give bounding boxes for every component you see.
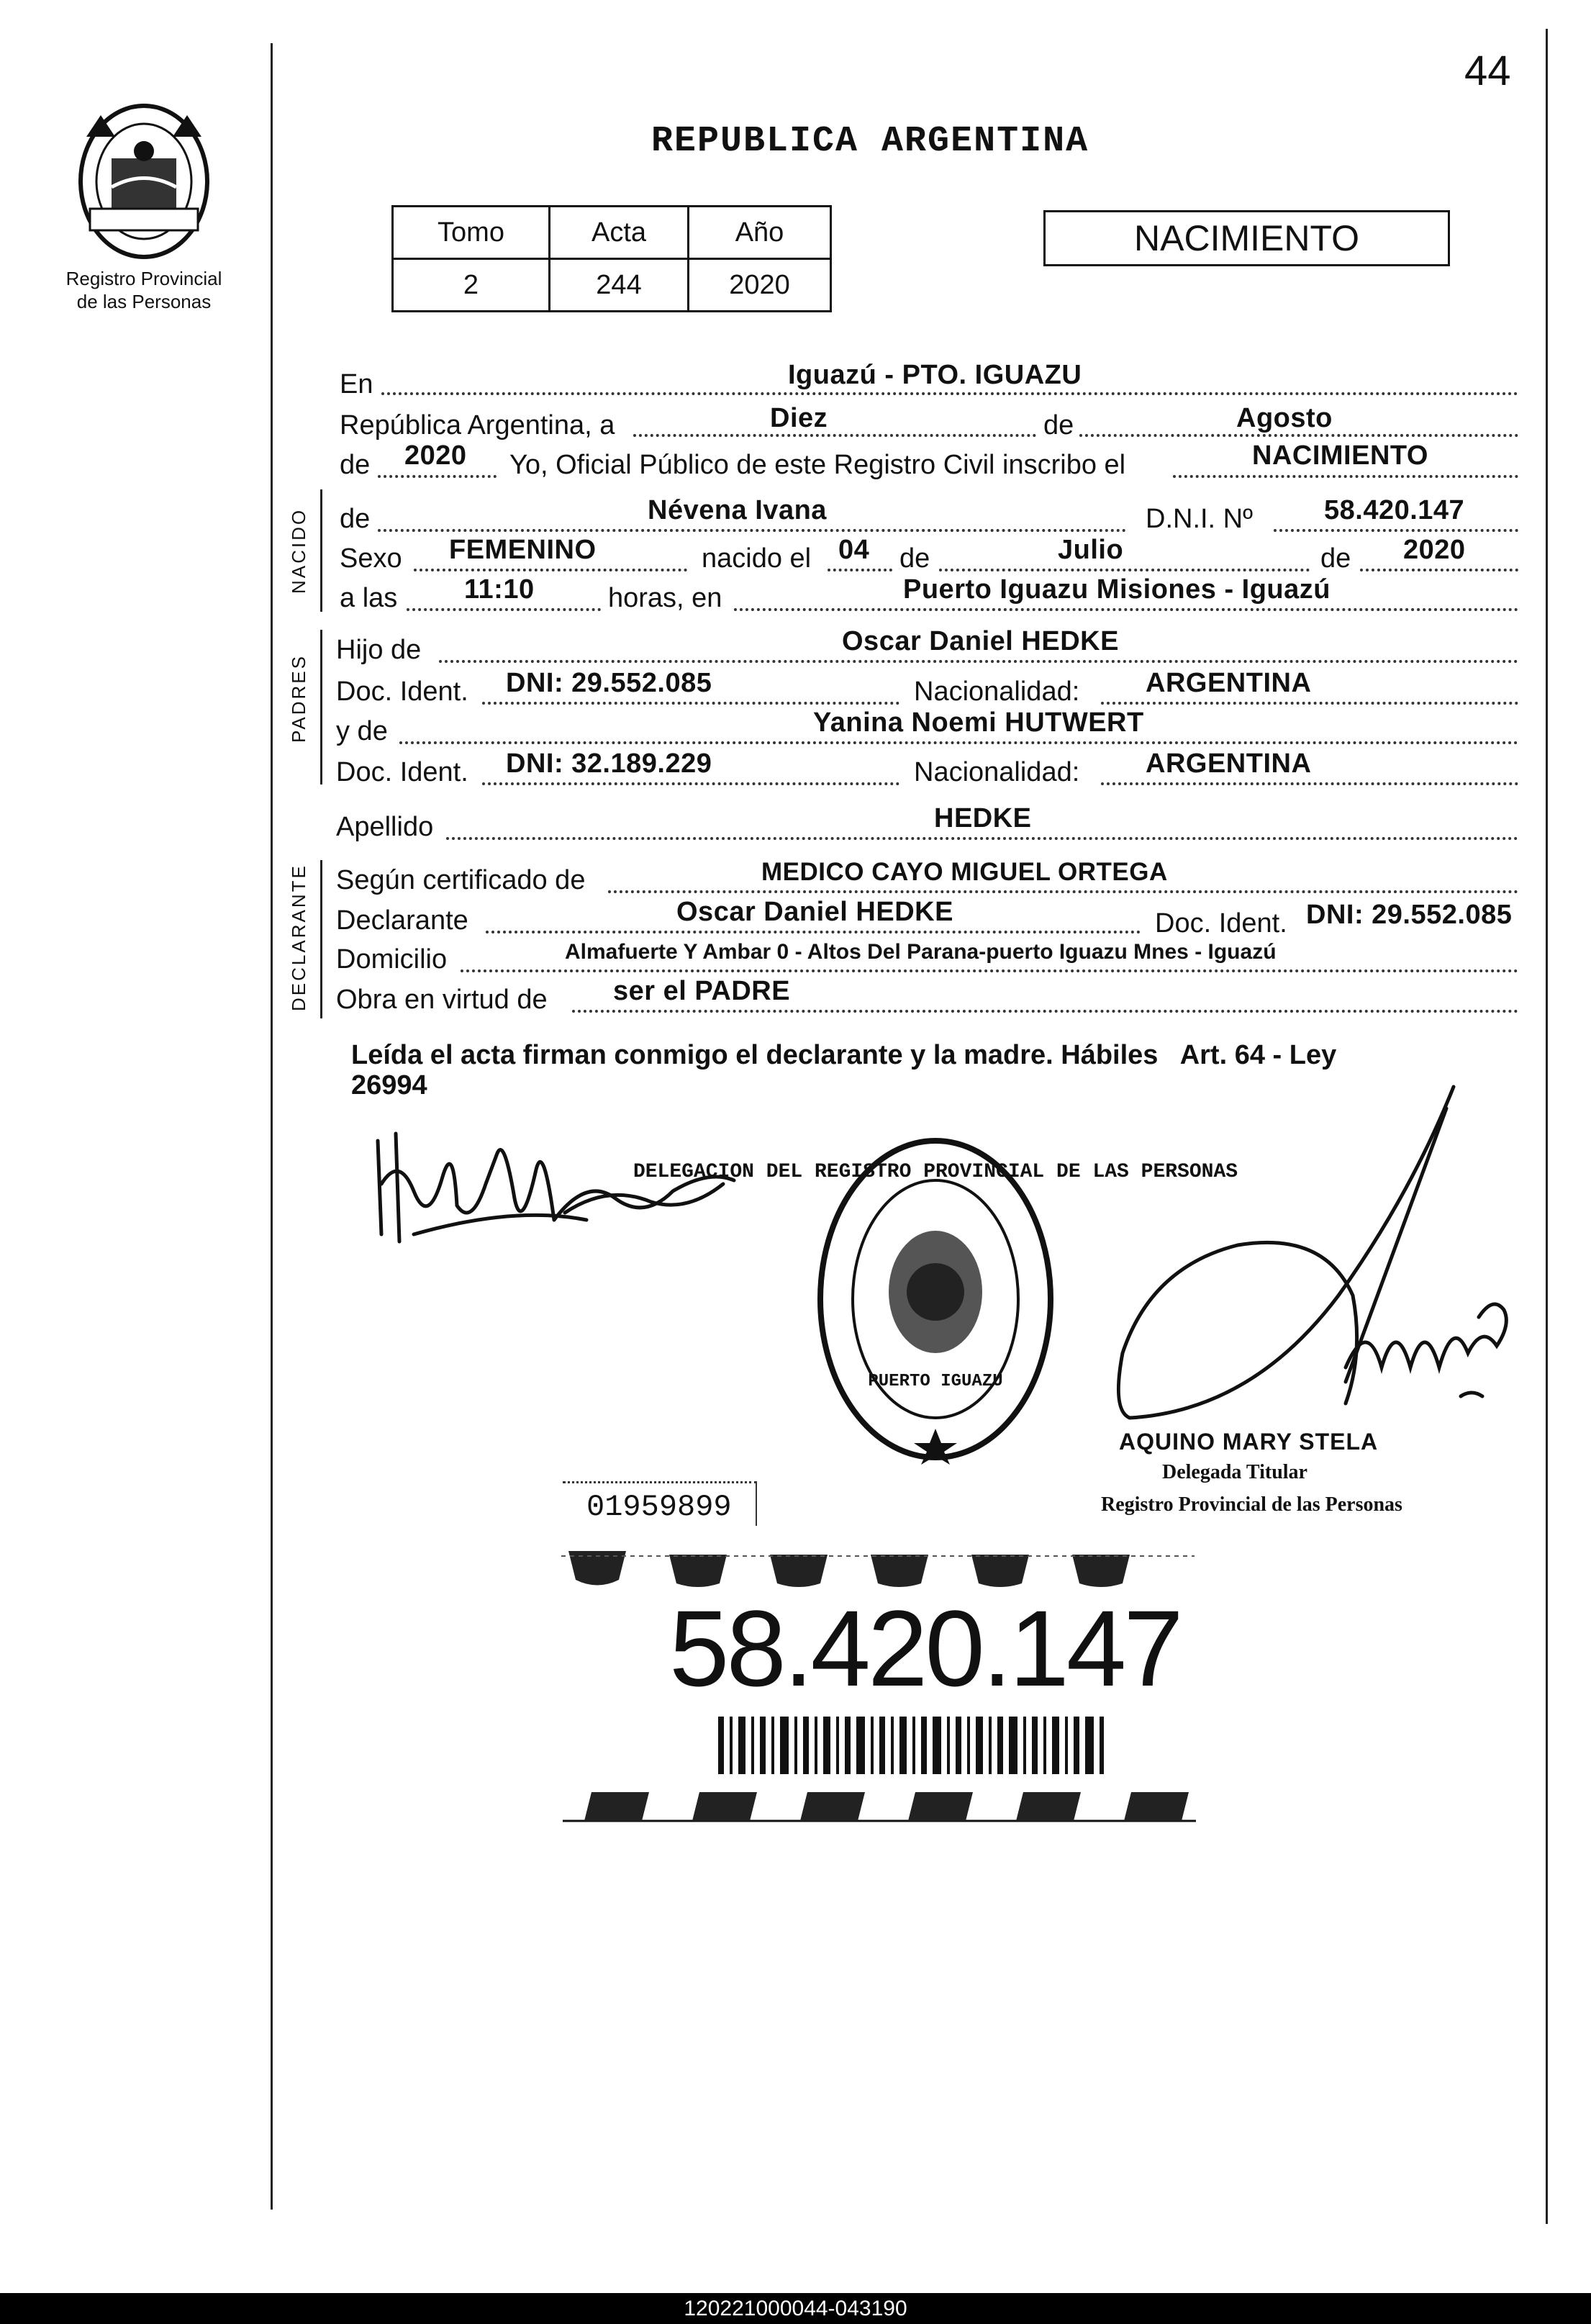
birth-place-value: Puerto Iguazu Misiones - Iguazú (903, 574, 1331, 605)
horas-label: horas, en (608, 583, 722, 613)
registry-line-2: de las Personas (76, 291, 212, 312)
declarante-bracket (320, 860, 322, 1018)
dots (828, 569, 892, 571)
child-name-value: Névena Ivana (648, 495, 827, 525)
de-label: de (340, 504, 371, 534)
anio-value: 2020 (689, 259, 831, 312)
declarante-section-label: DECLARANTE (288, 864, 309, 1011)
officer-org: Registro Provincial de las Personas (1101, 1493, 1402, 1516)
declarante-label: Declarante (336, 905, 468, 936)
nacido-el-label: nacido el (702, 543, 812, 574)
anio-header: Año (689, 207, 831, 259)
de-label: de (1320, 543, 1351, 574)
de-label: de (340, 450, 371, 480)
footer-bar (0, 2293, 1591, 2324)
birth-year-value: 2020 (1403, 535, 1466, 565)
sexo-label: Sexo (340, 543, 402, 574)
dots (572, 1010, 1518, 1013)
y-de-label: y de (336, 716, 388, 746)
declarante-signature (371, 1112, 745, 1256)
dots (407, 608, 601, 611)
de-label: de (1043, 410, 1074, 440)
hijo-de-label: Hijo de (336, 635, 422, 665)
declarante-doc-value: DNI: 29.552.085 (1306, 900, 1513, 930)
tomo-value: 2 (393, 259, 550, 312)
dots (1101, 782, 1518, 785)
mother-nationality-value: ARGENTINA (1146, 749, 1312, 779)
stamp-text: DELEGACION DEL REGISTRO PROVINCIAL DE LAS PERSONAS (633, 1161, 1238, 1183)
left-margin-line (271, 43, 273, 2210)
place-value: Iguazú - PTO. IGUAZU (788, 360, 1082, 390)
dots (1101, 702, 1518, 705)
padres-section-label: PADRES (288, 654, 309, 743)
dots (482, 782, 899, 785)
dots (381, 392, 1518, 395)
birth-day-value: 04 (838, 535, 870, 565)
dots (378, 475, 497, 478)
dots (414, 569, 687, 571)
nacido-bracket (320, 489, 322, 612)
dni-label: D.N.I. Nº (1146, 504, 1253, 534)
mother-nacionalidad-label: Nacionalidad: (914, 757, 1080, 787)
year-value: 2020 (404, 440, 467, 471)
apellido-label: Apellido (336, 812, 434, 842)
footer-id: 120221000044-043190 (684, 2297, 907, 2320)
dots (378, 529, 1126, 532)
dots (734, 608, 1518, 611)
en-label: En (340, 369, 373, 399)
child-dni-value: 58.420.147 (1324, 495, 1465, 525)
father-doc-label: Doc. Ident. (336, 677, 468, 707)
dots (486, 931, 1141, 933)
closing-line-2: 26994 (351, 1070, 427, 1100)
day-value: Diez (770, 403, 828, 433)
dots (608, 890, 1518, 893)
dots (439, 660, 1518, 663)
yo-text: Yo, Oficial Público de este Registro Civil inscribo el (509, 450, 1126, 480)
dots (461, 969, 1518, 972)
mother-doc-value: DNI: 32.189.229 (506, 749, 712, 779)
certificado-value: MEDICO CAYO MIGUEL ORTEGA (761, 858, 1168, 886)
obra-label: Obra en virtud de (336, 985, 548, 1015)
dots (1274, 529, 1518, 532)
tomo-acta-table (391, 205, 832, 312)
apellido-value: HEDKE (934, 803, 1032, 833)
birth-time-value: 11:10 (464, 574, 535, 605)
right-margin-line (1546, 29, 1548, 2224)
dots (633, 434, 1036, 437)
de-label: de (899, 543, 930, 574)
stamp-city: PUERTO IGUAZU (868, 1372, 1003, 1391)
dots (1079, 434, 1518, 437)
dots (399, 741, 1518, 744)
officer-role: Delegada Titular (1162, 1461, 1307, 1483)
month-value: Agosto (1236, 403, 1333, 433)
dots (939, 569, 1310, 571)
dots (482, 702, 899, 705)
sexo-value: FEMENINO (449, 535, 597, 565)
tomo-header: Tomo (393, 207, 550, 259)
acta-value: 244 (550, 259, 689, 312)
domicilio-label: Domicilio (336, 944, 448, 975)
province-seal (72, 101, 216, 263)
page-number: 44 (1464, 48, 1511, 94)
obra-value: ser el PADRE (613, 976, 791, 1006)
officer-name: AQUINO MARY STELA (1119, 1429, 1379, 1455)
act-type-value: NACIMIENTO (1252, 440, 1428, 471)
barcode (718, 1717, 1107, 1774)
father-nationality-value: ARGENTINA (1146, 668, 1312, 698)
nacido-section-label: NACIDO (288, 507, 309, 594)
father-name-value: Oscar Daniel HEDKE (842, 626, 1119, 656)
declarante-value: Oscar Daniel HEDKE (676, 897, 953, 927)
padres-bracket (320, 630, 322, 785)
father-doc-value: DNI: 29.552.085 (506, 668, 712, 698)
security-band-bottom (563, 1789, 1196, 1825)
mother-doc-label: Doc. Ident. (336, 757, 468, 787)
officer-signature (1108, 1080, 1526, 1432)
official-stamp (633, 1134, 1238, 1465)
document-type-box (1043, 210, 1450, 266)
a-las-label: a las (340, 583, 398, 613)
page-title: REPUBLICA ARGENTINA (651, 121, 1089, 162)
father-nacionalidad-label: Nacionalidad: (914, 677, 1080, 707)
dots (446, 837, 1518, 840)
registry-line-1: Registro Provincial (65, 268, 222, 289)
dots (1173, 475, 1518, 478)
republica-label: República Argentina, a (340, 410, 615, 440)
declarante-doc-label: Doc. Ident. (1155, 908, 1287, 939)
document-type: NACIMIENTO (1134, 218, 1359, 258)
dots (1360, 569, 1518, 571)
serial-number: 01959899 (586, 1490, 732, 1524)
birth-month-value: Julio (1058, 535, 1124, 565)
security-band-top (561, 1547, 1195, 1591)
big-dni-number: 58.420.147 (669, 1588, 1181, 1709)
closing-line-1: Leída el acta firman conmigo el declarante y la madre. Hábiles Art. 64 - Ley (351, 1040, 1337, 1070)
certificado-label: Según certificado de (336, 865, 586, 895)
acta-header: Acta (550, 207, 689, 259)
mother-name-value: Yanina Noemi HUTWERT (813, 707, 1144, 738)
domicilio-value: Almafuerte Y Ambar 0 - Altos Del Parana-puerto Iguazu Mnes - Iguazú (565, 940, 1277, 964)
